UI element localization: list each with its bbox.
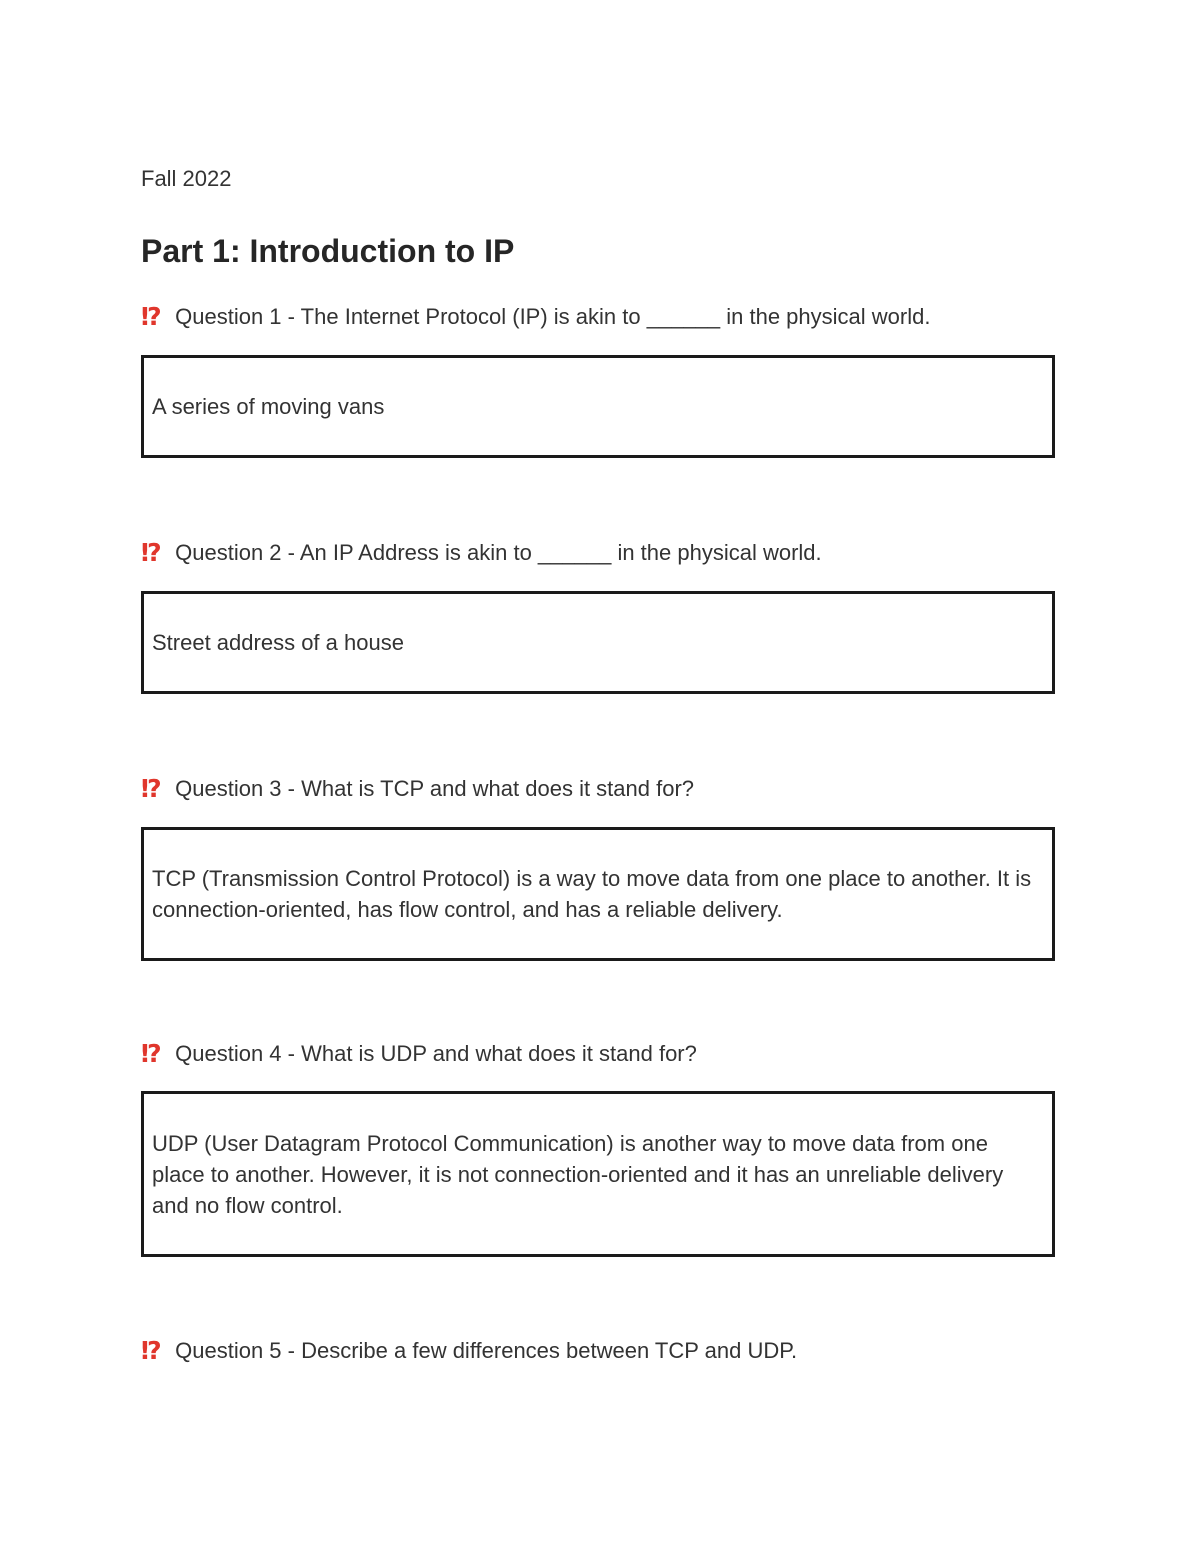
question-3 bbox=[141, 775, 694, 803]
question-1 bbox=[141, 303, 930, 331]
answer-box-3[interactable] bbox=[141, 827, 1055, 961]
question-5-text: Question 5 - Describe a few differences between TCP and UDP. bbox=[175, 1338, 798, 1363]
question-2 bbox=[141, 539, 822, 567]
answer-box-4[interactable] bbox=[141, 1091, 1055, 1257]
answer-4-text: UDP (User Datagram Protocol Communication) is another way to move data from one place to another. However, it is not connection-oriented and it has an unreliable delivery and no flow control. bbox=[152, 1130, 1004, 1218]
answer-3-text: TCP (Transmission Control Protocol) is a way to move data from one place to another. It is connection-oriented, has flow control, and has a reliable delivery. bbox=[152, 866, 1032, 922]
exclamation-question-icon: ⁉ bbox=[141, 539, 159, 567]
exclamation-question-icon: ⁉ bbox=[141, 303, 159, 331]
question-3-text: Question 3 - What is TCP and what does it stand for? bbox=[175, 776, 695, 801]
question-4 bbox=[141, 1040, 697, 1068]
exclamation-question-icon: ⁉ bbox=[141, 1337, 159, 1365]
question-1-text: Question 1 - The Internet Protocol (IP) is akin to ______ in the physical world. bbox=[175, 304, 931, 329]
answer-box-2[interactable] bbox=[141, 591, 1055, 694]
question-4-text: Question 4 - What is UDP and what does it stand for? bbox=[175, 1041, 697, 1066]
answer-2-text: Street address of a house bbox=[152, 630, 404, 655]
answer-1-text: A series of moving vans bbox=[152, 394, 385, 419]
semester-label: Fall 2022 bbox=[141, 166, 232, 191]
question-5 bbox=[141, 1337, 797, 1365]
part-title: Part 1: Introduction to IP bbox=[141, 233, 515, 269]
exclamation-question-icon: ⁉ bbox=[141, 775, 159, 803]
answer-box-1[interactable] bbox=[141, 355, 1055, 458]
exclamation-question-icon: ⁉ bbox=[141, 1040, 159, 1068]
question-2-text: Question 2 - An IP Address is akin to ______ in the physical world. bbox=[175, 540, 822, 565]
